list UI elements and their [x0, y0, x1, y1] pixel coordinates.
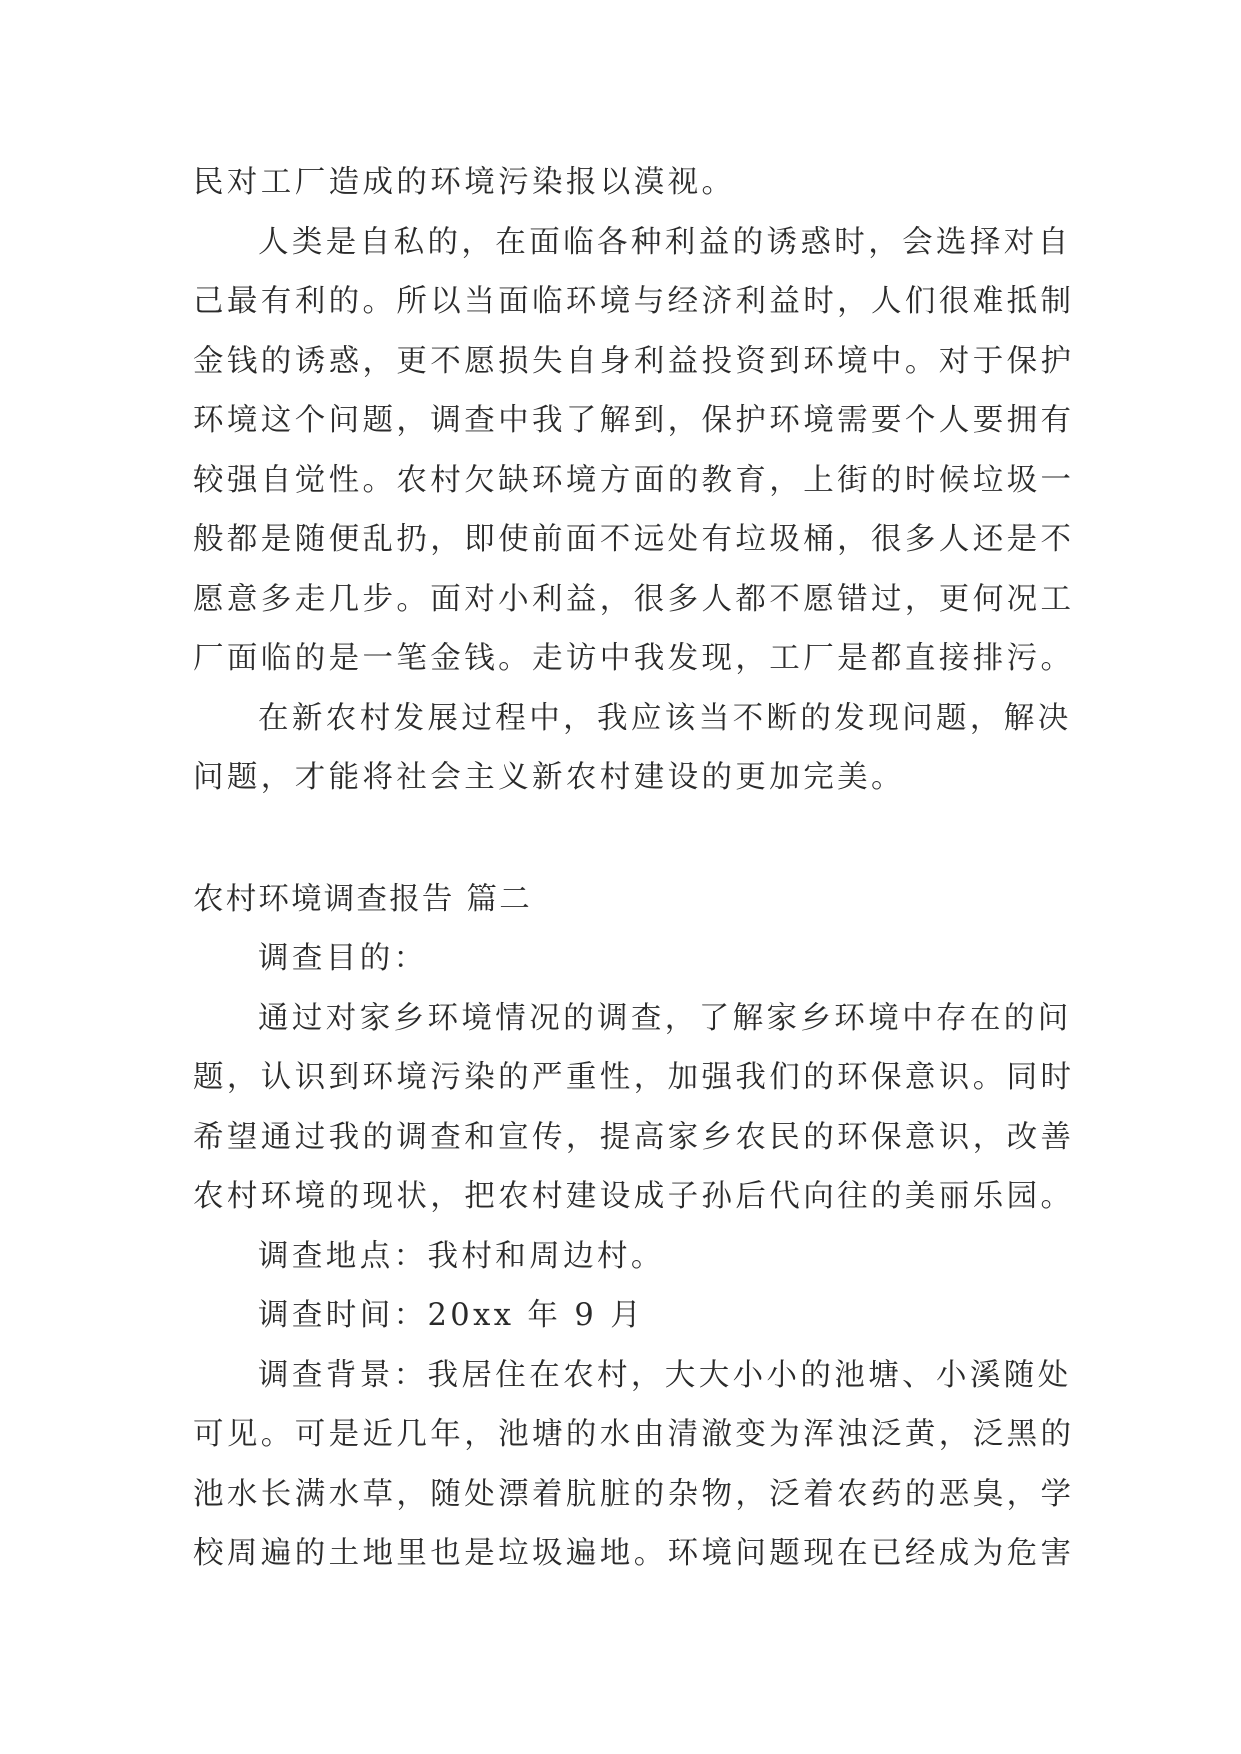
paragraph-line: 题，认识到环境污染的严重性，加强我们的环保意识。同时 — [193, 1060, 1075, 1095]
document-body — [193, 153, 1075, 1584]
paragraph-line: 己最有利的。所以当面临环境与经济利益时，人们很难抵制 — [193, 284, 1075, 319]
paragraph-line: 调查背景：我居住在农村，大大小小的池塘、小溪随处 — [258, 1357, 1072, 1393]
paragraph-line: 校周遍的土地里也是垃圾遍地。环境问题现在已经成为危害 — [193, 1536, 1075, 1571]
paragraph-line: 环境这个问题，调查中我了解到，保护环境需要个人要拥有 — [193, 403, 1075, 438]
paragraph-line: 可见。可是近几年，池塘的水由清澈变为浑浊泛黄，泛黑的 — [193, 1417, 1075, 1452]
paragraph-line: 金钱的诱惑，更不愿损失自身利益投资到环境中。对于保护 — [193, 343, 1075, 379]
paragraph-line: 池水长满水草，随处漂着肮脏的杂物，泛着农药的恶臭，学 — [193, 1476, 1075, 1512]
paragraph-line: 调查地点：我村和周边村。 — [258, 1238, 665, 1274]
paragraph-line: 问题，才能将社会主义新农村建设的更加完美。 — [193, 760, 905, 795]
paragraph-line: 般都是随便乱扔，即使前面不远处有垃圾桶，很多人还是不 — [193, 522, 1075, 557]
paragraph-line: 愿意多走几步。面对小利益，很多人都不愿错过，更何况工 — [193, 581, 1075, 617]
section-gap — [193, 808, 1053, 870]
paragraph-line: 农村环境的现状，把农村建设成子孙后代向往的美丽乐园。 — [193, 1179, 1075, 1214]
paragraph-line: 民对工厂造成的环境污染报以漠视。 — [193, 165, 736, 200]
paragraph-line: 人类是自私的，在面临各种利益的诱惑时，会选择对自 — [258, 224, 1072, 260]
paragraph-line: 希望通过我的调查和宣传，提高家乡农民的环保意识，改善 — [193, 1119, 1075, 1155]
paragraph-line: 在新农村发展过程中，我应该当不断的发现问题，解决 — [258, 700, 1072, 736]
paragraph-line: 厂面临的是一笔金钱。走访中我发现，工厂是都直接排污。 — [193, 641, 1075, 676]
section-heading: 农村环境调查报告 篇二 — [193, 881, 532, 917]
paragraph-line: 较强自觉性。农村欠缺环境方面的教育，上街的时候垃圾一 — [193, 462, 1075, 498]
paragraph-line: 调查目的： — [258, 941, 428, 976]
paragraph-line: 通过对家乡环境情况的调查，了解家乡环境中存在的问 — [258, 1000, 1072, 1036]
paragraph-line: 调查时间：20xx 年 9 月 — [258, 1298, 645, 1333]
